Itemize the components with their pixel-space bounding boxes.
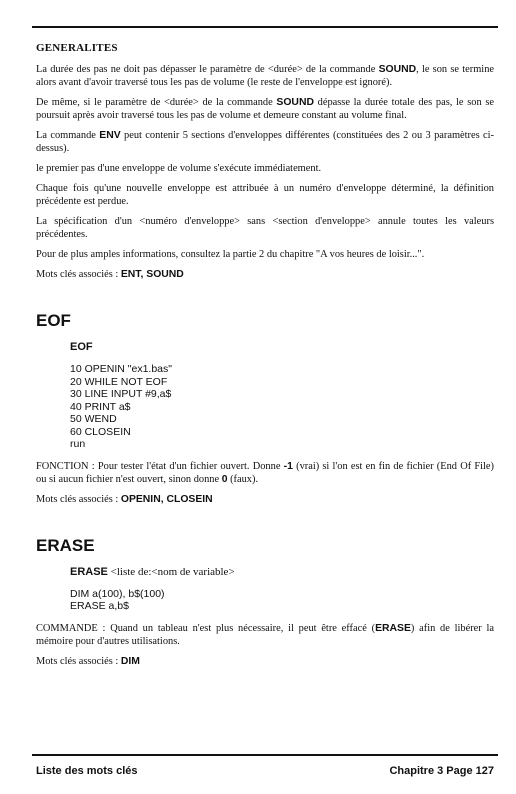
related-keywords: ENT, SOUND: [120, 269, 184, 280]
erase-title: ERASE: [36, 535, 95, 555]
code-line: 30 LINE INPUT #9,a$: [70, 388, 172, 400]
code-line: DIM a(100), b$(100): [70, 587, 165, 600]
generalites-paragraph-1: La durée des pas ne doit pas dépasser le paramètre de <durée> de la commande SOUND, le son se termine alors avant d'avoir traversé tous les pas de volume (le reste de l'enveloppe est ignoré).: [36, 64, 495, 88]
erase-syntax: ERASE <liste de:<nom de variable>: [70, 565, 235, 578]
code-line: ERASE a,b$: [70, 600, 129, 612]
keyword: ENV: [99, 130, 121, 141]
code-line: 60 CLOSEIN: [70, 425, 131, 438]
eof-syntax: EOF: [70, 341, 93, 353]
keyword: SOUND: [378, 64, 417, 75]
generalites-paragraph-6: La spécification d'un <numéro d'enveloppe> sans <section d'enveloppe> annule toutes les valeurs précédentes.: [36, 216, 494, 240]
eof-description: FONCTION : Pour tester l'état d'un fichier ouvert. Donne -1 (vrai) si l'on est en fin de fichier (End Of File) ou si aucun fichier n'est ouvert, sinon donne 0 (faux).: [36, 460, 494, 485]
eof-related: Mots clés associés : OPENIN, CLOSEIN: [36, 493, 213, 505]
footer-page-number: Chapitre 3 Page 127: [389, 765, 494, 777]
page-footer: [36, 765, 494, 777]
generalites-related: Mots clés associés : ENT, SOUND: [36, 269, 184, 280]
code-line: 10 OPENIN "ex1.bas": [70, 363, 173, 375]
code-line: 20 WHILE NOT EOF: [70, 375, 168, 388]
generalites-heading: GENERALITES: [36, 42, 118, 54]
generalites-paragraph-2: De même, si le paramètre de <durée> de la commande SOUND dépasse la durée totale des pas, le son se poursuit après avoir traversé tous les pas de volume et demeure constant au volume final.: [36, 97, 494, 121]
eof-title: EOF: [36, 311, 71, 330]
related-keywords: DIM: [120, 655, 140, 667]
code-line: run: [70, 438, 86, 450]
code-line: 50 WEND: [70, 413, 117, 425]
erase-description: COMMANDE : Quand un tableau n'est plus nécessaire, il peut être effacé (ERASE) afin de libérer la mémoire pour d'autres utilisations.: [36, 622, 494, 647]
erase-code-example: [70, 588, 494, 613]
related-keywords: OPENIN, CLOSEIN: [120, 493, 213, 505]
generalites-paragraph-7: Pour de plus amples informations, consultez la partie 2 du chapitre "A vos heures de loisir...".: [36, 249, 425, 260]
code-line: 40 PRINT a$: [70, 400, 131, 413]
erase-related: Mots clés associés : DIM: [36, 655, 140, 667]
generalites-paragraph-4: le premier pas d'une enveloppe de volume s'exécute immédiatement.: [36, 163, 322, 174]
footer-section-title: Liste des mots clés: [36, 765, 138, 777]
eof-code-example: [70, 363, 494, 451]
top-rule: [32, 26, 498, 28]
page-content: [36, 42, 494, 675]
bottom-rule: [32, 754, 498, 756]
generalites-paragraph-5: Chaque fois qu'une nouvelle enveloppe est attribuée à un numéro d'enveloppe déterminé, la définition précédente est perdue.: [36, 183, 494, 207]
keyword: SOUND: [276, 97, 314, 108]
generalites-paragraph-3: La commande ENV peut contenir 5 sections d'enveloppes différentes (constituées des 2 ou 3 paramètres ci-dessus).: [36, 130, 494, 154]
